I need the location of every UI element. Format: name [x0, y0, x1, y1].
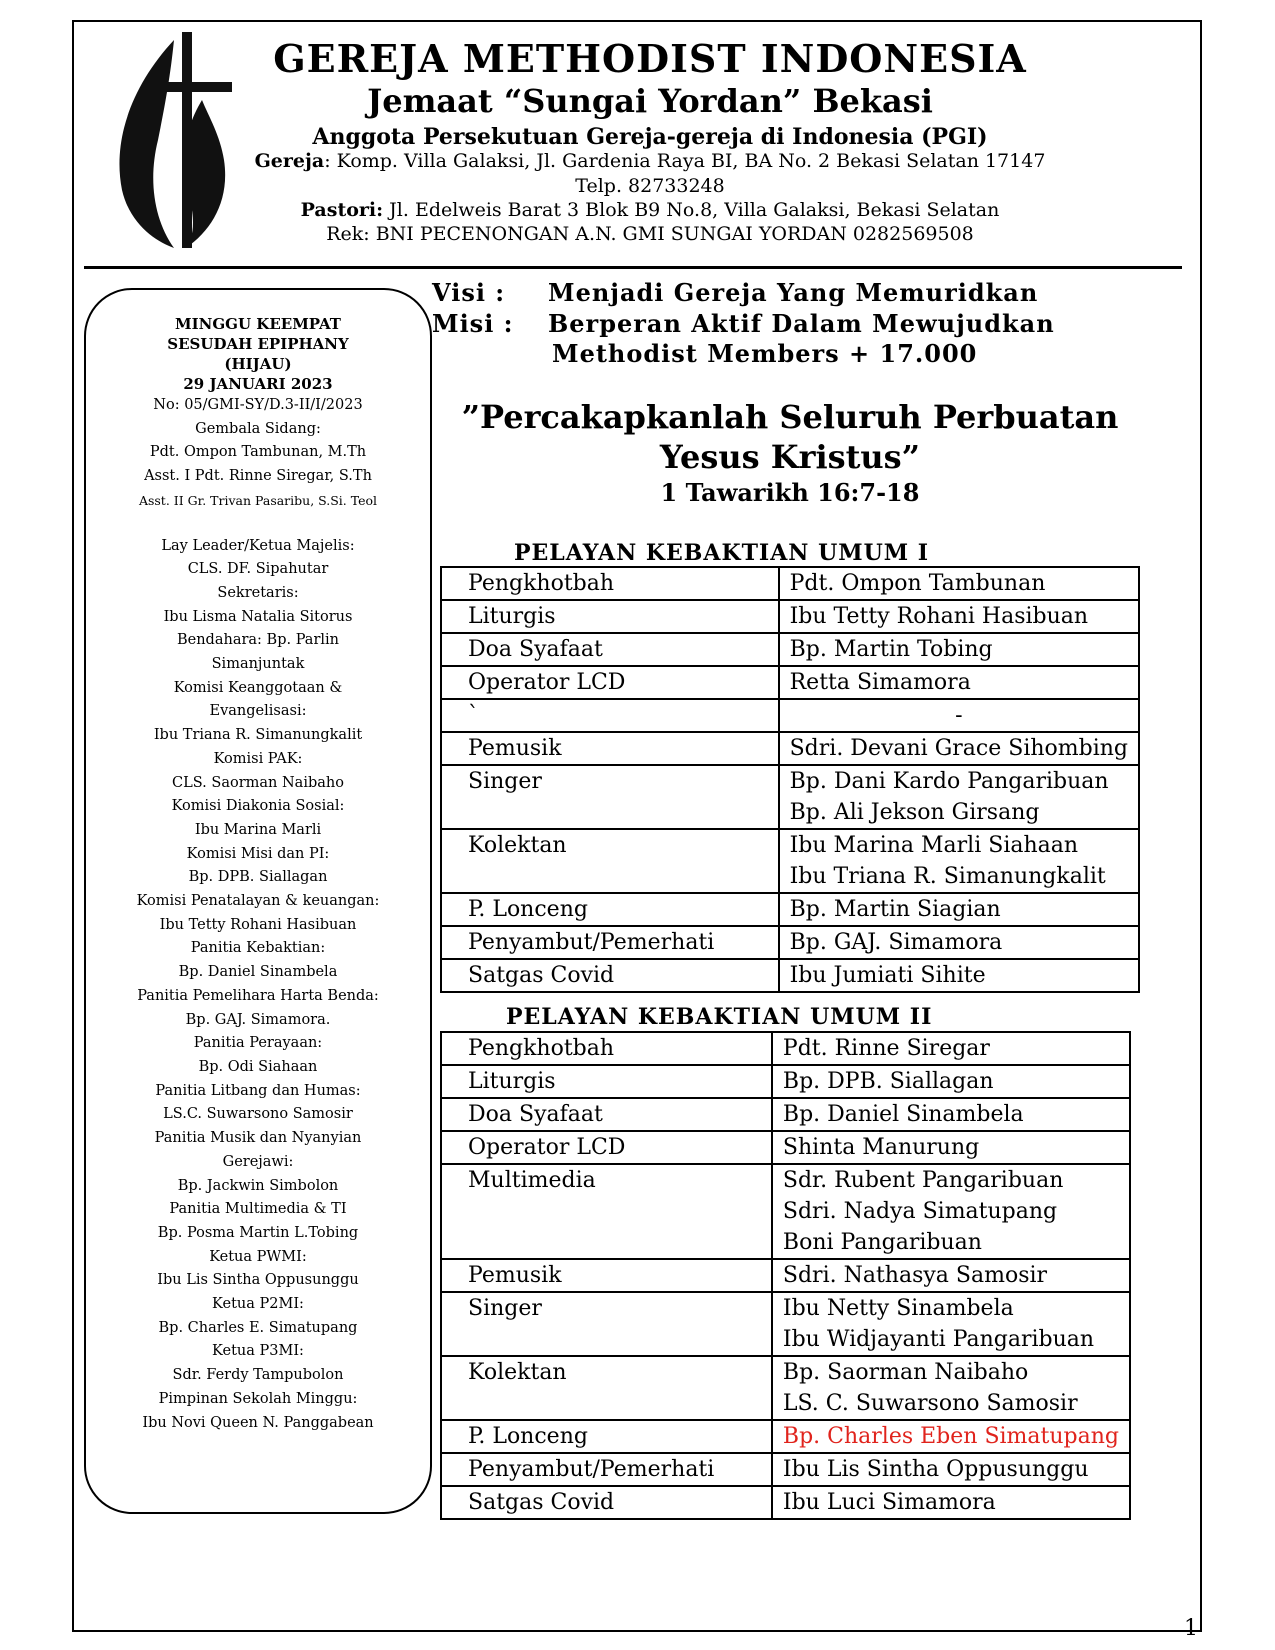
officer-line: Ketua P2MI: [212, 1296, 304, 1313]
role-cell [441, 1292, 772, 1356]
officer-line: Komisi Penatalayan & keuangan: [136, 893, 380, 910]
role-label: Multimedia [468, 1168, 596, 1193]
officer-line: Bp. GAJ. Simamora. [185, 1011, 331, 1028]
names-cell [779, 893, 1139, 926]
role-label: Penyambut/Pemerhati [468, 1457, 715, 1482]
role-cell [441, 1259, 772, 1292]
officer-line: Panitia Perayaan: [193, 1035, 323, 1052]
role-cell [441, 666, 779, 699]
bulletin-number: No: 05/GMI-SY/D.3-II/I/2023 [153, 397, 363, 413]
officer-line: Sdr. Ferdy Tampubolon [172, 1367, 344, 1384]
officer-line: Ibu Lisma Natalia Sitorus [163, 608, 353, 625]
table-row [441, 1032, 1130, 1065]
table-row [441, 732, 1139, 765]
names-cell [772, 1356, 1130, 1420]
names-cell [779, 829, 1139, 893]
person-name: Ibu Tetty Rohani Hasibuan [789, 604, 1089, 629]
role-label: Operator LCD [468, 1135, 626, 1160]
person-name: Boni Pangaribuan [782, 1230, 982, 1255]
role-cell [441, 633, 779, 666]
person-name: Bp. Ali Jekson Girsang [789, 800, 1040, 825]
officer-line: Komisi Diakonia Sosial: [171, 798, 345, 815]
role-cell [441, 893, 779, 926]
person-name: Pdt. Ompon Tambunan [789, 571, 1046, 596]
misi-text-line2: Methodist Members + 17.000 [552, 339, 978, 368]
officer-line: Komisi Misi dan PI: [186, 845, 330, 862]
table-row [441, 699, 1139, 732]
officer-line: Pimpinan Sekolah Minggu: [158, 1390, 358, 1407]
role-label: Penyambut/Pemerhati [468, 930, 715, 955]
church-label: Gereja [254, 150, 325, 172]
person-name: - [955, 703, 963, 728]
names-cell [772, 1453, 1130, 1486]
person-name: Shinta Manurung [782, 1135, 980, 1160]
congregation-name: Jemaat “Sungai Yordan” Bekasi [367, 82, 933, 120]
church-address-text: : Komp. Villa Galaksi, Jl. Gardenia Raya BI, BA No. 2 Bekasi Selatan 17147 [324, 150, 1046, 172]
person-name: Bp. GAJ. Simamora [789, 930, 1003, 955]
person-name: Ibu Triana R. Simanungkalit [789, 864, 1106, 889]
role-label: Liturgis [468, 604, 556, 629]
names-cell [772, 1259, 1130, 1292]
names-cell [779, 699, 1139, 732]
pastori-address [200, 199, 1100, 221]
role-label: Liturgis [468, 1069, 556, 1094]
table-row [441, 1486, 1130, 1519]
sidebar-box [84, 288, 432, 1514]
role-label: Singer [468, 769, 542, 794]
officer-line: Ketua P3MI: [212, 1343, 304, 1360]
misi-text: Berperan Aktif Dalam Mewujudkan [548, 309, 1055, 338]
sidebar-heading-line: SESUDAH EPIPHANY [167, 335, 349, 353]
officer-list [86, 535, 430, 1436]
table-row [441, 567, 1139, 600]
officer-line: Bp. Odi Siahaan [198, 1058, 318, 1075]
table-row [441, 1098, 1130, 1131]
person-name: Ibu Widjayanti Pangaribuan [782, 1327, 1095, 1352]
role-label: Doa Syafaat [468, 637, 603, 662]
role-cell [441, 1098, 772, 1131]
church-name: GEREJA METHODIST INDONESIA [273, 36, 1027, 81]
person-name: Ibu Netty Sinambela [782, 1296, 1014, 1321]
visi-text: Menjadi Gereja Yang Memuridkan [548, 278, 1039, 307]
names-cell [772, 1486, 1130, 1519]
role-cell [441, 1131, 772, 1164]
visi-label: Visi : [432, 278, 506, 307]
service1-title: PELAYAN KEBAKTIAN UMUM I [514, 540, 930, 566]
table-row [441, 1065, 1130, 1098]
table-row [441, 1356, 1130, 1420]
role-label: Pemusik [468, 736, 562, 761]
page-number: 1 [1184, 1616, 1198, 1641]
role-cell [441, 959, 779, 992]
service2-table [440, 1031, 1131, 1520]
names-cell [779, 959, 1139, 992]
phone: Telp. 82733248 [575, 175, 725, 197]
theme-title-line2: Yesus Kristus” [659, 438, 921, 476]
person-name: Pdt. Rinne Siregar [782, 1036, 990, 1061]
role-cell [441, 829, 779, 893]
officer-line: Ibu Triana R. Simanungkalit [153, 727, 363, 744]
sidebar-heading-line: (HIJAU) [224, 355, 292, 373]
role-cell [441, 600, 779, 633]
table-row [441, 829, 1139, 893]
role-cell [441, 1065, 772, 1098]
role-label: Singer [468, 1296, 542, 1321]
officer-line: CLS. Saorman Naibaho [172, 774, 344, 791]
names-cell [772, 1065, 1130, 1098]
role-cell [441, 732, 779, 765]
table-row [441, 1453, 1130, 1486]
pastori-label: Pastori: [300, 199, 384, 221]
role-label: Pengkhotbah [468, 571, 615, 596]
sidebar-line: Asst. II Gr. Trivan Pasaribu, S.Si. Teol [138, 492, 378, 508]
role-cell [441, 1420, 772, 1453]
person-name: Bp. Martin Tobing [789, 637, 993, 662]
officer-line: Bp. Posma Martin L.Tobing [157, 1224, 359, 1241]
officer-line: Panitia Pemelihara Harta Benda: [137, 987, 379, 1004]
role-cell [441, 1356, 772, 1420]
person-name: Ibu Lis Sintha Oppusunggu [782, 1457, 1089, 1482]
names-cell [772, 1098, 1130, 1131]
person-name: Retta Simamora [789, 670, 971, 695]
person-name: Bp. Daniel Sinambela [782, 1102, 1024, 1127]
role-cell [441, 926, 779, 959]
person-name: Bp. Martin Siagian [789, 897, 1001, 922]
role-cell [441, 1032, 772, 1065]
names-cell [779, 600, 1139, 633]
sidebar-heading-line: MINGGU KEEMPAT [175, 315, 341, 333]
names-cell [779, 633, 1139, 666]
officer-line: Ibu Marina Marli [194, 821, 322, 838]
role-label: Operator LCD [468, 670, 626, 695]
officer-line: Panitia Multimedia & TI [169, 1201, 347, 1218]
person-name: LS. C. Suwarsono Samosir [782, 1391, 1078, 1416]
theme-title: ”Percakapkanlah Seluruh Perbuatan [461, 398, 1119, 436]
names-cell [779, 732, 1139, 765]
sidebar-line: Asst. I Pdt. Rinne Siregar, S.Th [144, 468, 372, 485]
officer-line: Panitia Kebaktian: [190, 940, 326, 957]
table-row [441, 926, 1139, 959]
misi-label: Misi : [432, 309, 514, 338]
table-row [441, 1292, 1130, 1356]
header-rule [84, 266, 1182, 269]
role-label: Doa Syafaat [468, 1102, 603, 1127]
person-name: Bp. DPB. Siallagan [782, 1069, 994, 1094]
officer-line: Simanjuntak [211, 656, 305, 673]
role-label: Pengkhotbah [468, 1036, 615, 1061]
officer-line: Panitia Litbang dan Humas: [155, 1082, 361, 1099]
table-row [441, 893, 1139, 926]
table-row [441, 1164, 1130, 1259]
role-cell [441, 1164, 772, 1259]
role-label: P. Lonceng [468, 1424, 588, 1449]
officer-line: Ibu Lis Sintha Oppusunggu [157, 1272, 359, 1289]
role-label: Kolektan [468, 1360, 567, 1385]
scripture-reference: 1 Tawarikh 16:7-18 [660, 478, 920, 507]
table-row [441, 1420, 1130, 1453]
membership-note: Anggota Persekutuan Gereja-gereja di Indonesia (PGI) [312, 124, 988, 150]
officer-line: Bendahara: Bp. Parlin [176, 632, 339, 649]
service1-table [440, 566, 1140, 993]
role-cell [441, 699, 779, 732]
officer-line: Bp. Jackwin Simbolon [177, 1177, 339, 1194]
officer-line: LS.C. Suwarsono Samosir [163, 1106, 353, 1123]
table-row [441, 959, 1139, 992]
person-name: Sdri. Nadya Simatupang [782, 1199, 1058, 1224]
officer-line: Gerejawi: [222, 1153, 294, 1170]
person-name: Sdri. Devani Grace Sihombing [789, 736, 1128, 761]
officer-line: Bp. Daniel Sinambela [178, 964, 338, 981]
person-name: Bp. Dani Kardo Pangaribuan [789, 769, 1109, 794]
officer-line: CLS. DF. Sipahutar [187, 561, 329, 578]
sidebar-line: Gembala Sidang: [195, 420, 321, 437]
service2-title: PELAYAN KEBAKTIAN UMUM II [506, 1004, 933, 1030]
officer-line: Bp. Charles E. Simatupang [158, 1319, 358, 1336]
church-address [200, 150, 1100, 172]
role-cell [441, 1453, 772, 1486]
role-label: Kolektan [468, 833, 567, 858]
person-name: Sdri. Nathasya Samosir [782, 1263, 1048, 1288]
person-name: Ibu Marina Marli Siahaan [789, 833, 1079, 858]
table-row [441, 666, 1139, 699]
sidebar-heading-line: 29 JANUARI 2023 [183, 375, 333, 393]
officer-line: Ketua PWMI: [209, 1248, 307, 1265]
table-row [441, 633, 1139, 666]
person-name: Ibu Jumiati Sihite [789, 963, 986, 988]
names-cell [772, 1131, 1130, 1164]
names-cell [772, 1420, 1130, 1453]
person-name: Bp. Charles Eben Simatupang [782, 1424, 1119, 1449]
role-cell [441, 765, 779, 829]
sidebar-spacer [86, 513, 430, 535]
names-cell [779, 765, 1139, 829]
pastori-address-text: Jl. Edelweis Barat 3 Blok B9 No.8, Villa Galaksi, Bekasi Selatan [383, 199, 1000, 221]
officer-line: Panitia Musik dan Nyanyian [154, 1130, 362, 1147]
role-cell [441, 1486, 772, 1519]
names-cell [779, 567, 1139, 600]
officer-line: Komisi Keanggotaan & [173, 679, 343, 696]
officer-line: Lay Leader/Ketua Majelis: [161, 537, 355, 554]
officer-line: Bp. DPB. Siallagan [188, 869, 328, 886]
role-label: Satgas Covid [468, 1490, 615, 1515]
names-cell [779, 666, 1139, 699]
names-cell [772, 1032, 1130, 1065]
table-row [441, 1259, 1130, 1292]
person-name: Ibu Luci Simamora [782, 1490, 996, 1515]
bank-account: Rek: BNI PECENONGAN A.N. GMI SUNGAI YORDAN 0282569508 [326, 223, 974, 245]
person-name: Bp. Saorman Naibaho [782, 1360, 1029, 1385]
officer-line: Sekretaris: [217, 584, 299, 601]
sidebar-line: Pdt. Ompon Tambunan, M.Th [149, 444, 367, 461]
officer-line: Ibu Tetty Rohani Hasibuan [159, 916, 357, 933]
names-cell [772, 1292, 1130, 1356]
role-label: P. Lonceng [468, 897, 588, 922]
officer-line: Evangelisasi: [209, 703, 307, 720]
role-label: Pemusik [468, 1263, 562, 1288]
table-row [441, 600, 1139, 633]
role-label: ` [468, 703, 479, 728]
role-cell [441, 567, 779, 600]
officer-line: Ibu Novi Queen N. Panggabean [142, 1414, 374, 1431]
table-row [441, 765, 1139, 829]
names-cell [772, 1164, 1130, 1259]
names-cell [779, 926, 1139, 959]
officer-line: Komisi PAK: [213, 750, 303, 767]
person-name: Sdr. Rubent Pangaribuan [782, 1168, 1064, 1193]
role-label: Satgas Covid [468, 963, 615, 988]
table-row [441, 1131, 1130, 1164]
